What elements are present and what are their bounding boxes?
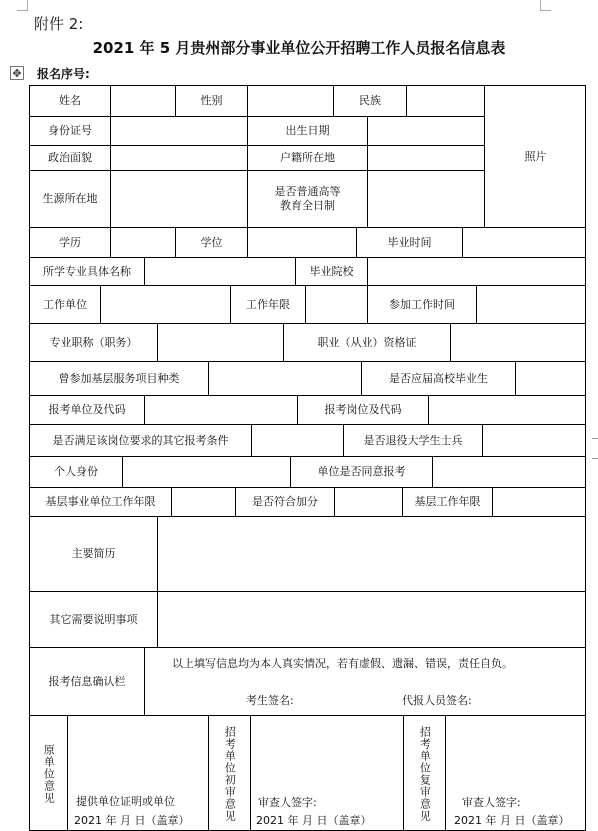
reviewer-signature-2: 审查人签字: (462, 796, 521, 809)
label-fulltime: 是否普通高等教育全日制 (247, 170, 367, 227)
initial-review-text: 招考单位初审意见 (223, 725, 237, 822)
label-gender: 性别 (175, 85, 247, 116)
label-name: 姓名 (29, 85, 110, 116)
serial-number-label: 报名序号: (37, 67, 90, 81)
label-other-notes: 其它需要说明事项 (29, 591, 157, 647)
field-gender[interactable] (247, 85, 333, 116)
field-grassroots-years[interactable] (492, 487, 586, 516)
field-education[interactable] (110, 227, 175, 257)
label-qualification: 职业（从业）资格证 (283, 323, 450, 361)
field-major[interactable] (144, 257, 295, 285)
label-title-rank: 专业职称（职务） (29, 323, 157, 361)
label-graduation-time: 毕业时间 (356, 227, 462, 257)
field-grassroots-years-unit[interactable] (171, 487, 235, 516)
move-icon: ✥ (12, 66, 22, 80)
label-degree: 学位 (175, 227, 247, 257)
confirm-statement: 以上填写信息均为本人真实情况，若有虚假、遗漏、错误，责任自负。 (172, 657, 513, 670)
field-apply-unit[interactable] (144, 395, 297, 424)
field-name[interactable] (110, 85, 175, 116)
field-degree[interactable] (247, 227, 356, 257)
label-confirm: 报考信息确认栏 (29, 647, 144, 715)
field-apply-post[interactable] (428, 395, 586, 424)
field-fulltime[interactable] (367, 170, 484, 227)
field-other-notes[interactable] (157, 591, 586, 647)
label-work-unit: 工作单位 (29, 285, 100, 323)
field-hukou[interactable] (367, 145, 484, 170)
side-mark (592, 438, 598, 439)
field-resume[interactable] (157, 516, 586, 591)
field-veteran[interactable] (482, 424, 586, 456)
attachment-label: 附件 2: (34, 15, 84, 33)
photo-box[interactable]: 照片 (484, 85, 586, 227)
field-unit-agree[interactable] (432, 456, 586, 487)
agent-signature-label: 代报人员签名: (402, 694, 472, 707)
date-stamp-1: 2021 年 月 日（盖章） (74, 814, 190, 827)
field-school[interactable] (367, 257, 586, 285)
table-move-handle[interactable] (10, 66, 24, 80)
field-identity[interactable] (122, 456, 290, 487)
field-fresh-grad[interactable] (515, 361, 586, 395)
side-mark (592, 458, 598, 459)
crop-mark-top-left (17, 0, 28, 11)
candidate-signature-label: 考生签名: (246, 694, 294, 707)
date-stamp-2: 2021 年 月 日（盖章） (256, 814, 372, 827)
unit-certificate-text: 提供单位证明或单位 (76, 795, 175, 808)
label-id-number: 身份证号 (29, 116, 110, 145)
original-unit-opinion-text: 原单位意见 (42, 743, 56, 804)
label-other-conditions: 是否满足该岗位要求的其它报考条件 (29, 424, 251, 456)
label-bonus: 是否符合加分 (235, 487, 334, 516)
label-work-years: 工作年限 (230, 285, 305, 323)
field-work-years[interactable] (305, 285, 367, 323)
label-ethnicity: 民族 (333, 85, 406, 116)
label-recheck (403, 715, 445, 831)
field-grassroots-type[interactable] (208, 361, 361, 395)
label-identity: 个人身份 (29, 456, 122, 487)
field-birth-date[interactable] (367, 116, 484, 145)
label-hukou: 户籍所在地 (247, 145, 367, 170)
label-apply-post: 报考岗位及代码 (297, 395, 428, 424)
field-graduation-time[interactable] (462, 227, 586, 257)
label-apply-unit: 报考单位及代码 (29, 395, 144, 424)
field-id-number[interactable] (110, 116, 247, 145)
label-work-start: 参加工作时间 (367, 285, 476, 323)
crop-mark-top-right (540, 0, 551, 11)
date-stamp-3: 2021 年 月 日（盖章） (454, 814, 570, 827)
field-bonus[interactable] (334, 487, 402, 516)
field-qualification[interactable] (450, 323, 586, 361)
label-grassroots-years-unit: 基层事业单位工作年限 (29, 487, 171, 516)
label-origin: 生源所在地 (29, 170, 110, 227)
label-grassroots-years: 基层工作年限 (402, 487, 492, 516)
label-political-status: 政治面貌 (29, 145, 110, 170)
label-unit-agree: 单位是否同意报考 (290, 456, 432, 487)
field-political-status[interactable] (110, 145, 247, 170)
field-ethnicity[interactable] (406, 85, 484, 116)
field-origin[interactable] (110, 170, 247, 227)
label-resume: 主要简历 (29, 516, 157, 591)
label-veteran: 是否退役大学生士兵 (343, 424, 482, 456)
label-education: 学历 (29, 227, 110, 257)
reviewer-signature-1: 审查人签字: (258, 796, 317, 809)
recheck-text: 招考单位复审意见 (418, 725, 432, 822)
label-grassroots-type: 曾参加基层服务项目种类 (29, 361, 208, 395)
page-title: 2021 年 5 月贵州部分事业单位公开招聘工作人员报名信息表 (92, 39, 506, 57)
field-other-conditions[interactable] (251, 424, 343, 456)
field-title-rank[interactable] (157, 323, 283, 361)
label-fresh-grad: 是否应届高校毕业生 (361, 361, 515, 395)
label-major: 所学专业具体名称 (29, 257, 144, 285)
label-original-unit-opinion (29, 715, 67, 831)
label-school: 毕业院校 (295, 257, 367, 285)
field-work-unit[interactable] (100, 285, 230, 323)
field-work-start[interactable] (476, 285, 586, 323)
label-initial-review (208, 715, 250, 831)
label-birth-date: 出生日期 (247, 116, 367, 145)
